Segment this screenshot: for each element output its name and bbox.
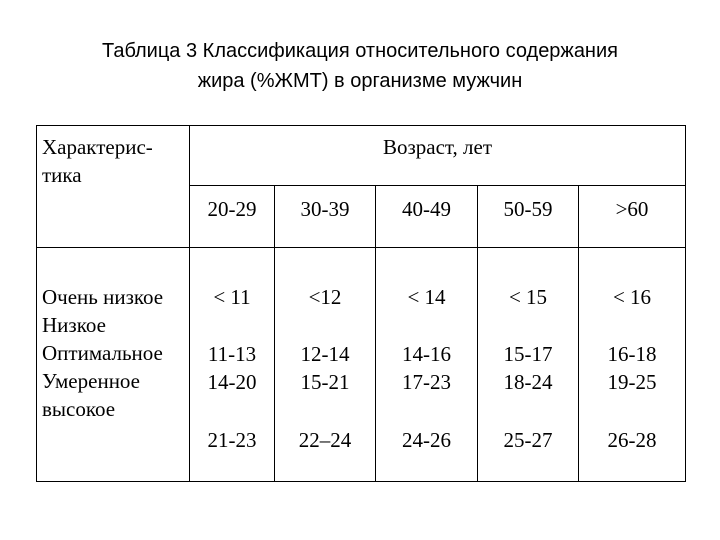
cell-range-b: 19-25 <box>607 370 657 394</box>
cell-range-b: 15-21 <box>300 370 350 394</box>
age-group-60-plus: >60 <box>615 197 649 221</box>
cell-low-optimal-20-29 <box>190 340 274 396</box>
cell-range-a: 15-17 <box>503 342 553 366</box>
table-border-top <box>36 125 686 126</box>
table-border-right <box>685 125 686 482</box>
header-age: Возраст, лет <box>382 135 493 159</box>
header-characteristic <box>42 133 153 189</box>
row-label-optimal: Оптимальное <box>42 341 163 365</box>
cell-low-optimal-30-39 <box>275 340 375 396</box>
cell-range-a: 11-13 <box>207 342 257 366</box>
cell-high-20-29: 21-23 <box>207 428 257 452</box>
body-fat-table <box>36 125 686 482</box>
cell-high-50-59: 25-27 <box>503 428 553 452</box>
age-header-divider <box>189 185 686 186</box>
table-title <box>0 36 720 96</box>
cell-high-30-39: 22–24 <box>298 428 352 452</box>
cell-very-low-20-29: < 11 <box>213 285 251 309</box>
cell-range-b: 17-23 <box>402 370 451 394</box>
cell-range-a: 14-16 <box>402 342 451 366</box>
header-characteristic-line-1: Характерис- <box>42 135 153 159</box>
row-label-very-low: Очень низкое <box>42 285 164 309</box>
age-group-20-29: 20-29 <box>207 197 257 221</box>
cell-range-b: 14-20 <box>207 370 257 394</box>
table-border-left <box>36 125 37 482</box>
age-group-30-39: 30-39 <box>300 197 350 221</box>
cell-range-a: 16-18 <box>607 342 657 366</box>
row-labels <box>42 283 163 423</box>
cell-range-b: 18-24 <box>503 370 553 394</box>
table-border-bottom <box>36 481 686 482</box>
title-line-1: Таблица 3 Классификация относительного содержания <box>102 40 618 62</box>
cell-low-optimal-60-plus <box>579 340 685 396</box>
row-label-low: Низкое <box>42 313 106 337</box>
cell-very-low-50-59: < 15 <box>508 285 548 309</box>
row-label-high: высокое <box>42 397 116 421</box>
row-label-moderate: Умеренное <box>42 369 141 393</box>
cell-range-a: 12-14 <box>300 342 350 366</box>
cell-very-low-60-plus: < 16 <box>612 285 652 309</box>
header-body-divider <box>36 247 686 248</box>
age-group-50-59: 50-59 <box>503 197 553 221</box>
cell-low-optimal-50-59 <box>478 340 578 396</box>
age-group-40-49: 40-49 <box>402 197 451 221</box>
cell-high-40-49: 24-26 <box>402 428 451 452</box>
cell-low-optimal-40-49 <box>376 340 477 396</box>
cell-very-low-30-39: <12 <box>308 285 342 309</box>
header-characteristic-line-2: тика <box>42 163 82 187</box>
title-line-2: жира (%ЖМТ) в организме мужчин <box>197 70 523 92</box>
cell-high-60-plus: 26-28 <box>607 428 657 452</box>
cell-very-low-40-49: < 14 <box>407 285 446 309</box>
